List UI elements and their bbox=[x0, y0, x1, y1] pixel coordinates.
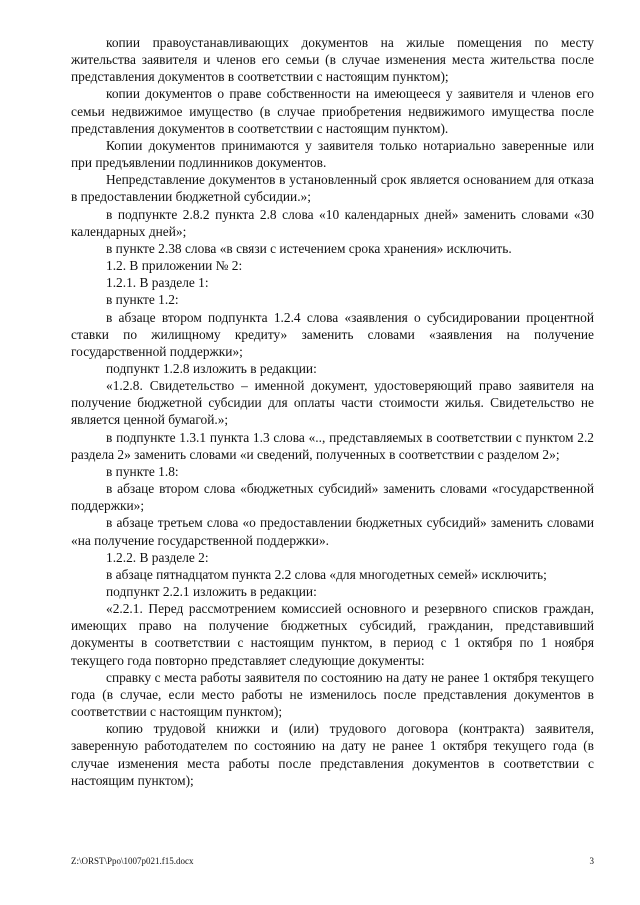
paragraph: копии правоустанавливающих документов на жилые помещения по месту жительства заявителя и членов его семьи (в случае изменения места жительства после представления документов в соответствии с настоящим пунктом); bbox=[71, 35, 594, 85]
paragraph: в пункте 1.2: bbox=[106, 292, 179, 308]
paragraph: в пункте 2.38 слова «в связи с истечением срока хранения» исключить. bbox=[106, 240, 512, 256]
paragraph: в абзаце втором подпункта 1.2.4 слова «заявления о субсидировании процентной ставки по жилищному кредиту» заменить словами «заявления на получение государственной поддержки»; bbox=[71, 309, 594, 359]
paragraph: Копии документов принимаются у заявителя только нотариально заверенные или при предъявлении подлинников документов. bbox=[71, 137, 594, 171]
paragraph: в пункте 1.8: bbox=[106, 463, 179, 479]
paragraph: 1.2.1. В разделе 1: bbox=[106, 275, 209, 291]
paragraph: справку с места работы заявителя по состоянию на дату не ранее 1 октября текущего года (в случае, если место работы не изменилось после представления документов в соответствии с настоящим пунктом); bbox=[71, 669, 594, 720]
page-footer bbox=[71, 855, 594, 867]
paragraph: Непредставление документов в установленный срок является основанием для отказа в предоставлении бюджетной субсидии.»; bbox=[71, 172, 594, 205]
paragraph: копии документов о праве собственности на имеющееся у заявителя и членов его семьи недвижимое имущество (в случае приобретения недвижимого имущества после представления документов в соответствии с настоящим пунктом). bbox=[71, 86, 594, 136]
footer-file-path: Z:\ORST\Ppo\1007p021.f15.docx bbox=[71, 856, 194, 866]
paragraph: копию трудовой книжки и (или) трудового договора (контракта) заявителя, заверенную работодателем по состоянию на дату не ранее 1 октября текущего года (в случае изменения места работы после представления документов в соответствии с настоящим пунктом); bbox=[71, 721, 594, 788]
paragraph: в абзаце пятнадцатом пункта 2.2 слова «для многодетных семей» исключить; bbox=[106, 566, 547, 582]
paragraph: подпункт 2.2.1 изложить в редакции: bbox=[106, 584, 317, 599]
page-number: 3 bbox=[589, 856, 594, 866]
paragraph: «2.2.1. Перед рассмотрением комиссией основного и резервного списков граждан, имеющих право на получение бюджетных субсидий, гражданин, представивший документы в соответствии с настоящим пунктом, в период с 1 октября по 1 ноября текущего года повторно представляет следующие документы: bbox=[71, 601, 594, 668]
paragraph: 1.2.2. В разделе 2: bbox=[106, 549, 209, 565]
document-body bbox=[71, 34, 594, 789]
paragraph: в абзаце третьем слова «о предоставлении бюджетных субсидий» заменить словами «на получение государственной поддержки». bbox=[71, 515, 594, 548]
paragraph: «1.2.8. Свидетельство – именной документ, удостоверяющий право заявителя на получение бюджетной субсидии для оплаты части стоимости жилья. Свидетельство не является ценной бумагой.»; bbox=[71, 378, 594, 428]
paragraph: в подпункте 1.3.1 пункта 1.3 слова «.., представляемых в соответствии с пунктом 2.2 раздела 2» заменить словами «и сведений, полученных в соответствии с разделом 2»; bbox=[71, 429, 594, 462]
paragraph: в подпункте 2.8.2 пункта 2.8 слова «10 календарных дней» заменить словами «30 календарных дней»; bbox=[71, 206, 594, 239]
paragraph: 1.2. В приложении № 2: bbox=[106, 258, 243, 274]
paragraph: подпункт 1.2.8 изложить в редакции: bbox=[106, 360, 317, 376]
paragraph: в абзаце втором слова «бюджетных субсидий» заменить словами «государственной поддержки»; bbox=[71, 481, 594, 514]
